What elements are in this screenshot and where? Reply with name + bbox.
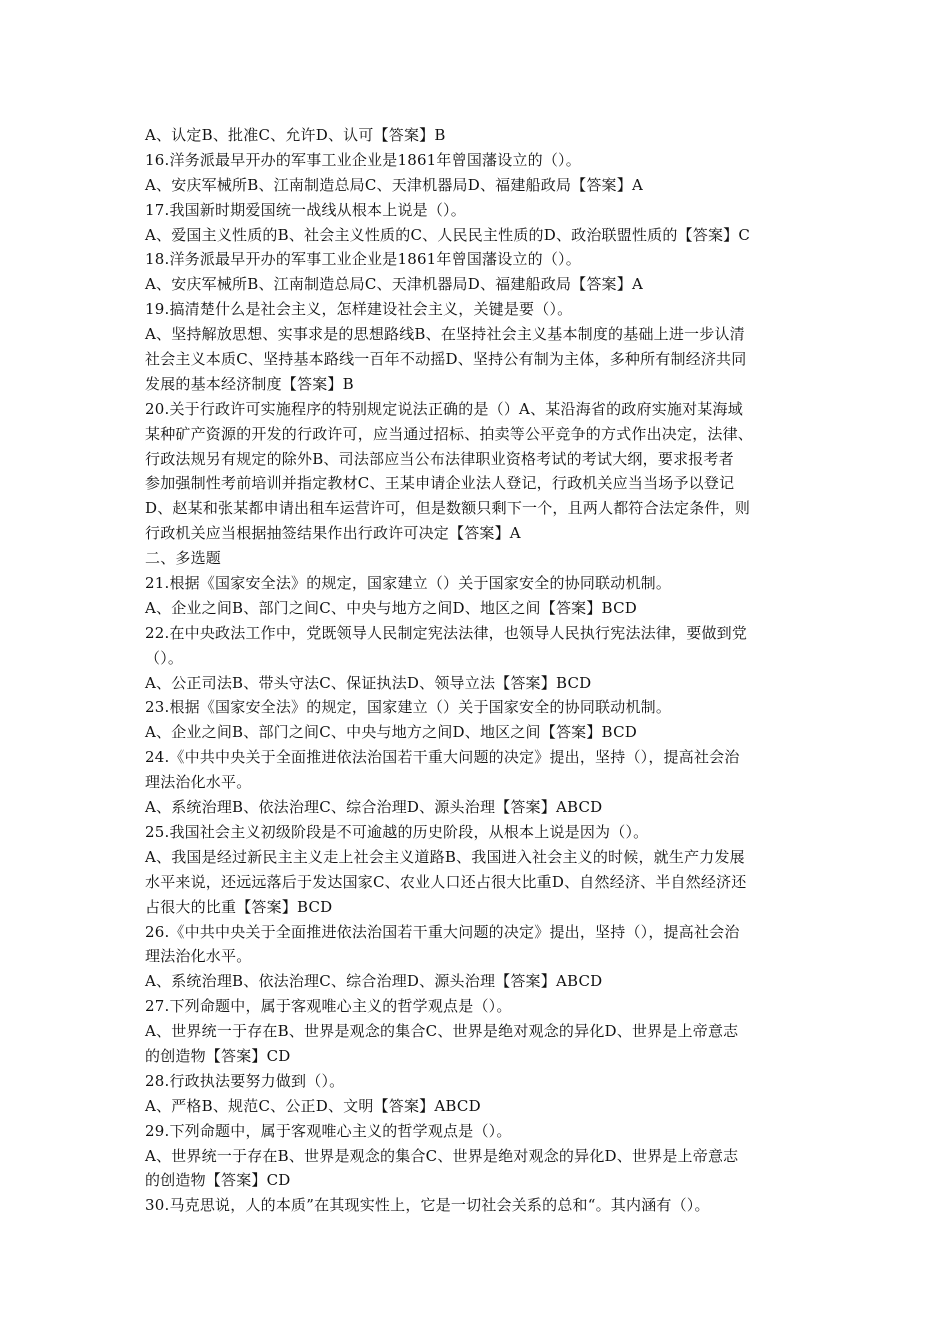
text-line: 行政法规另有规定的除外B、司法部应当公布法律职业资格考试的考试大纲，要求报考者 xyxy=(145,449,734,468)
text-line: 30.马克思说，人的本质”在其现实性上，它是一切社会关系的总和“。其内涵有（）。 xyxy=(145,1196,710,1215)
text-line: 某种矿产资源的开发的行政许可，应当通过招标、拍卖等公平竞争的方式作出决定，法律、 xyxy=(145,424,754,443)
text-line: 29.下列命题中，属于客观唯心主义的哲学观点是（）。 xyxy=(145,1121,512,1140)
text-line: D、赵某和张某都申请出租车运营许可，但是数额只剩下一个，且两人都符合法定条件，则 xyxy=(145,499,751,518)
text-line: 19.搞清楚什么是社会主义，怎样建设社会主义，关键是要（）。 xyxy=(145,300,573,319)
text-line: 参加强制性考前培训并指定教材C、王某申请企业法人登记，行政机关应当当场予以登记 xyxy=(145,474,735,493)
text-line: 水平来说，还远远落后于发达国家C、农业人口还占很大比重D、自然经济、半自然经济还 xyxy=(145,872,747,891)
text-line: 理法治化水平。 xyxy=(145,773,252,792)
text-line: 的创造物【答案】CD xyxy=(145,1046,291,1065)
text-line: A、坚持解放思想、实事求是的思想路线B、在坚持社会主义基本制度的基础上进一步认清 xyxy=(145,325,745,344)
text-line: A、企业之间B、部门之间C、中央与地方之间D、地区之间【答案】BCD xyxy=(145,723,637,742)
text-line: 发展的基本经济制度【答案】B xyxy=(145,374,354,393)
text-line: 的创造物【答案】CD xyxy=(145,1171,291,1190)
text-line: 20.关于行政许可实施程序的特别规定说法正确的是（）A、某沿海省的政府实施对某海域 xyxy=(145,399,743,418)
text-line: 社会主义本质C、坚持基本路线一百年不动摇D、坚持公有制为主体，多种所有制经济共同 xyxy=(145,350,747,369)
text-line: A、世界统一于存在B、世界是观念的集合C、世界是绝对观念的异化D、世界是上帝意志 xyxy=(145,1022,739,1041)
text-line: 17.我国新时期爱国统一战线从根本上说是（）。 xyxy=(145,200,466,219)
text-line: 18.洋务派最早开办的军事工业企业是1861年曾国藩设立的（）。 xyxy=(145,250,581,269)
document-page xyxy=(145,123,810,1218)
text-line: A、爱国主义性质的B、社会主义性质的C、人民民主性质的D、政治联盟性质的【答案】C xyxy=(145,225,751,244)
text-line: A、安庆军械所B、江南制造总局C、天津机器局D、福建船政局【答案】A xyxy=(145,275,643,294)
text-line: 24.《中共中央关于全面推进依法治国若干重大问题的决定》提出，坚持（），提高社会治 xyxy=(145,748,740,767)
text-line: A、认定B、批准C、允许D、认可【答案】B xyxy=(145,126,446,144)
text-line: 21.根据《国家安全法》的规定，国家建立（）关于国家安全的协同联动机制。 xyxy=(145,574,672,593)
text-line: A、公正司法B、带头守法C、保证执法D、领导立法【答案】BCD xyxy=(145,673,592,692)
text-line: A、系统治理B、依法治理C、综合治理D、源头治理【答案】ABCD xyxy=(145,798,603,817)
text-line: （）。 xyxy=(145,648,184,667)
text-line: A、世界统一于存在B、世界是观念的集合C、世界是绝对观念的异化D、世界是上帝意志 xyxy=(145,1146,739,1165)
text-line: A、企业之间B、部门之间C、中央与地方之间D、地区之间【答案】BCD xyxy=(145,598,637,617)
text-line: 23.根据《国家安全法》的规定，国家建立（）关于国家安全的协同联动机制。 xyxy=(145,698,672,717)
text-line: A、我国是经过新民主主义走上社会主义道路B、我国进入社会主义的时候，就生产力发展 xyxy=(145,847,745,866)
text-line: A、安庆军械所B、江南制造总局C、天津机器局D、福建船政局【答案】A xyxy=(145,175,643,194)
text-line: A、系统治理B、依法治理C、综合治理D、源头治理【答案】ABCD xyxy=(145,972,603,991)
text-line: 22.在中央政法工作中，党既领导人民制定宪法法律，也领导人民执行宪法法律，要做到党 xyxy=(145,623,748,642)
text-line: 16.洋务派最早开办的军事工业企业是1861年曾国藩设立的（）。 xyxy=(145,150,581,169)
text-line: 27.下列命题中，属于客观唯心主义的哲学观点是（）。 xyxy=(145,997,512,1016)
text-line: 28.行政执法要努力做到（）。 xyxy=(145,1071,345,1090)
text-line: 25.我国社会主义初级阶段是不可逾越的历史阶段，从根本上说是因为（）。 xyxy=(145,822,649,841)
text-line: 26.《中共中央关于全面推进依法治国若干重大问题的决定》提出，坚持（），提高社会治 xyxy=(145,922,740,941)
text-line: 行政机关应当根据抽签结果作出行政许可决定【答案】A xyxy=(145,524,521,543)
text-line: 二、多选题 xyxy=(145,549,222,568)
text-line: 占很大的比重【答案】BCD xyxy=(145,897,333,916)
text-line: A、严格B、规范C、公正D、文明【答案】ABCD xyxy=(145,1096,481,1115)
text-line: 理法治化水平。 xyxy=(145,947,252,966)
